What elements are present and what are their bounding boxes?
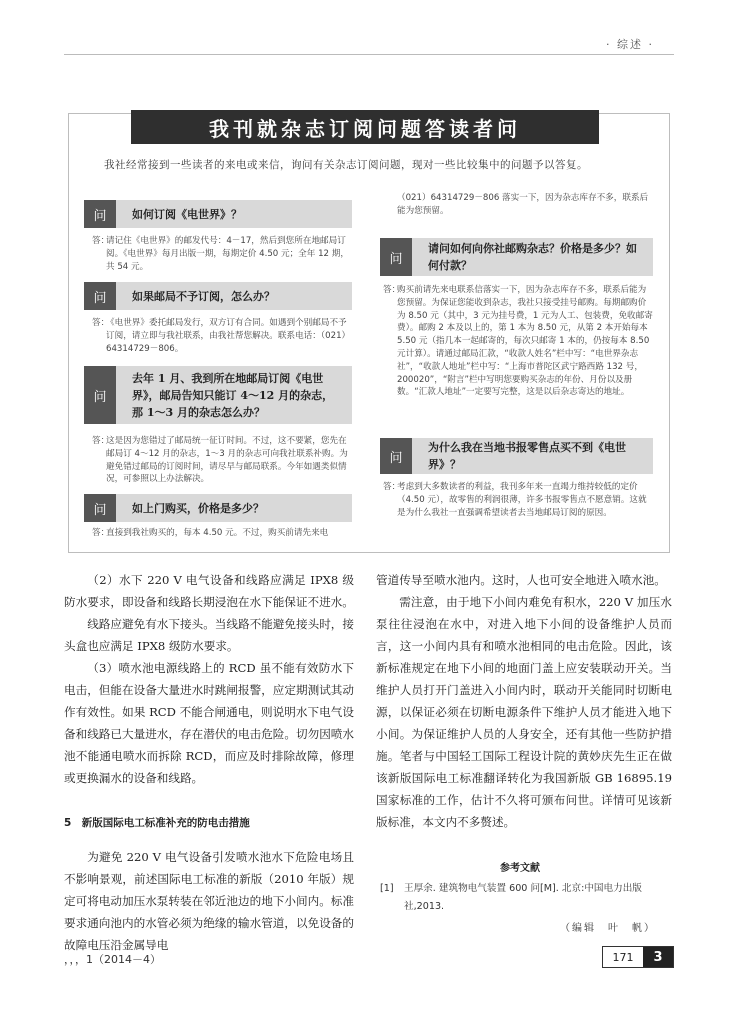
question-text: 如果邮局不予订阅，怎么办？ — [132, 289, 275, 303]
question-bar — [380, 438, 653, 474]
question-bar — [380, 238, 653, 276]
answer-label: 答： — [92, 236, 110, 246]
reference-text: 王厚余. 建筑物电气装置 600 问[M]. 北京:中国电力出版社,2013. — [404, 883, 642, 912]
paragraph: 需注意，由于地下小间内难免有积水，220 V 加压水泵往往浸泡在水中，对进入地下小间的设备维护人员而言，这一小间内具有和喷水池相同的电击危险。因此，该新标准规定在地下小间的地面门盖上应安装联动开关。当维护人员打开门盖进入小间内时，联动开关能同时切断电源，以保证必须在切断电源条件下维护人员才能进入地下小间。为保证维护人员的人身安全，还有其他一些防护措施。笔者与中国轻工国际工程设计院的黄妙庆先生正在做该新版国际电工标准翻译转化为我国新版 GB 16895.19 国家标准的工作，估计不久将可颁布问世。详情可见该新版标准，本文内不多赘述。 — [376, 595, 672, 829]
question-text: 如何订阅《电世界》？ — [132, 207, 242, 221]
question-mark-icon: 问 — [84, 494, 116, 522]
question-bar — [84, 494, 352, 522]
answer-text: 购买前请先来电联系信落实一下，因为杂志库存不多，联系后能为您预留。为保证您能收到杂志，我社只接受挂号邮购。每期邮购价为 8.50 元（其中，3 元为挂号费，1 元为人工、包装费，免收邮寄费）。邮购 2 本及以上的，第 1 本为 8.50 元，从第 2 本开始每本 5.50 元（指几本一起邮寄的，每次只邮寄 1 本的，仍按每本 8.50 元计算）。请通过邮局汇款，“收款人姓名”栏中写：“电世界杂志社”，“收款人地址”栏中写：“上海市普陀区武宁路西路 132 号，200020”，“附言”栏中写明您要购买杂志的年份、月份以及册数。“汇款人地址”一定要写完整，这是以后杂志寄达的地址。 — [397, 285, 653, 398]
answer-label: 答： — [383, 482, 401, 492]
question-mark-icon: 问 — [84, 282, 116, 310]
answer — [92, 527, 354, 540]
body-left-top — [64, 569, 354, 789]
header-rule — [64, 54, 674, 55]
page-number-box — [602, 946, 674, 968]
answer-text: （021）64314729－806 落实一下，因为杂志库存不多，联系后能为您预留。 — [397, 193, 649, 216]
body-right — [376, 569, 672, 833]
question-text: 如上门购买，价格是多少？ — [132, 501, 264, 515]
question-mark-icon: 问 — [84, 366, 116, 424]
answer-text: 直接到我社购买的，每本 4.50 元。不过，购买前请先来电 — [106, 528, 329, 538]
question-text: 去年 1 月、我到所在地邮局订阅《电世界》，邮局告知只能订 4～12 月的杂志，那 1～3 月的杂志怎么办？ — [132, 371, 334, 419]
answer — [92, 317, 354, 355]
section-heading: 5 新版国际电工标准补充的防电击措施 — [64, 817, 250, 829]
answer — [383, 481, 653, 519]
answer-continued — [397, 192, 653, 218]
answer-label: 答： — [92, 436, 110, 446]
answer-text: 请记住《电世界》的邮发代号：4－17，然后到您所在地邮局订阅。《电世界》每月出版一期，每期定价 4.50 元；全年 12 期，共 54 元。 — [106, 236, 349, 272]
issue-info: ，，，1（2014－4） — [64, 953, 161, 966]
question-text: 为什么我在当地书报零售点买不到《电世界》？ — [428, 441, 626, 471]
answer-label: 答： — [92, 528, 110, 538]
paragraph: 线路应避免有水下接头。当线路不能避免接头时，接头盒也应满足 IPX8 级防水要求。 — [64, 617, 354, 653]
paragraph: 管道传导至喷水池内。这时，人也可安全地进入喷水池。 — [376, 573, 666, 587]
question-text: 请问如何向你社邮购杂志？价格是多少？如何付款？ — [428, 242, 637, 272]
qa-intro: 我社经常接到一些读者的来电或来信，询问有关杂志订阅问题，现对一些比较集中的问题予以答复。 — [104, 159, 588, 171]
reference-number: [1] — [380, 883, 394, 894]
answer — [92, 235, 354, 273]
answer-text: 考虑到大多数读者的利益，我刊多年来一直竭力维持较低的定价（4.50 元），故零售的利润很薄，许多书报零售点不愿意销。这就是为什么我社一直强调希望读者去当地邮局订阅的原因。 — [397, 482, 647, 518]
question-mark-icon: 问 — [380, 238, 412, 276]
paragraph: （3）喷水池电源线路上的 RCD 虽不能有效防水下电击，但能在设备大量进水时跳闸报警，应定期测试其动作有效性。如果 RCD 不能合闸通电，则说明水下电气设备和线路已大量进水，存在潜伏的电击危险。切勿因喷水池不能通电喷水而拆除 RCD，而应及时排除故障，修理或更换漏水的设备和线路。 — [64, 661, 354, 785]
question-bar — [84, 366, 352, 424]
answer-text: 《电世界》委托邮局发行，双方订有合同。如遇到个别邮局不予订阅，请立即与我社联系，由我社帮您解决。联系电话：（021）64314729－806。 — [106, 318, 351, 354]
paragraph: 为避免 220 V 电气设备引发喷水池水下危险电场且不影响景观，前述国际电工标准的新版（2010 年版）规定可将电动加压水泵转装在邻近池边的地下小间内。标准要求通向池内的水管必须为绝缘的输水管道，以免设备的故障电压沿金属导电 — [64, 850, 354, 952]
editor-credit: （编辑 叶 帆） — [560, 923, 656, 934]
answer-label: 答： — [92, 318, 110, 328]
answer — [383, 284, 653, 399]
references-heading: 参考文献 — [500, 863, 540, 874]
answer-text: 这是因为您错过了邮局统一征订时间。不过，这不要紧，您先在邮局订 4～12 月的杂志，1～3 月的杂志可向我社联系补购。为避免错过邮局的订阅时间，请尽早与邮局联系。今年如遇类似情况，可参照以上办法解决。 — [106, 436, 348, 485]
body-left-bottom — [64, 846, 354, 956]
question-mark-icon: 问 — [84, 200, 116, 228]
answer — [92, 435, 354, 486]
issue-badge: 3 — [643, 947, 673, 967]
qa-title: 我刊就杂志订阅问题答读者问 — [131, 110, 599, 144]
page-number: 171 — [612, 950, 634, 964]
answer-label: 答： — [383, 285, 401, 295]
section-tag: · 综述 · — [606, 38, 654, 51]
question-mark-icon: 问 — [380, 438, 412, 474]
question-bar — [84, 282, 352, 310]
paragraph: （2）水下 220 V 电气设备和线路应满足 IPX8 级防水要求，即设备和线路长期浸泡在水下能保证不进水。 — [64, 573, 354, 609]
question-bar — [84, 200, 352, 228]
